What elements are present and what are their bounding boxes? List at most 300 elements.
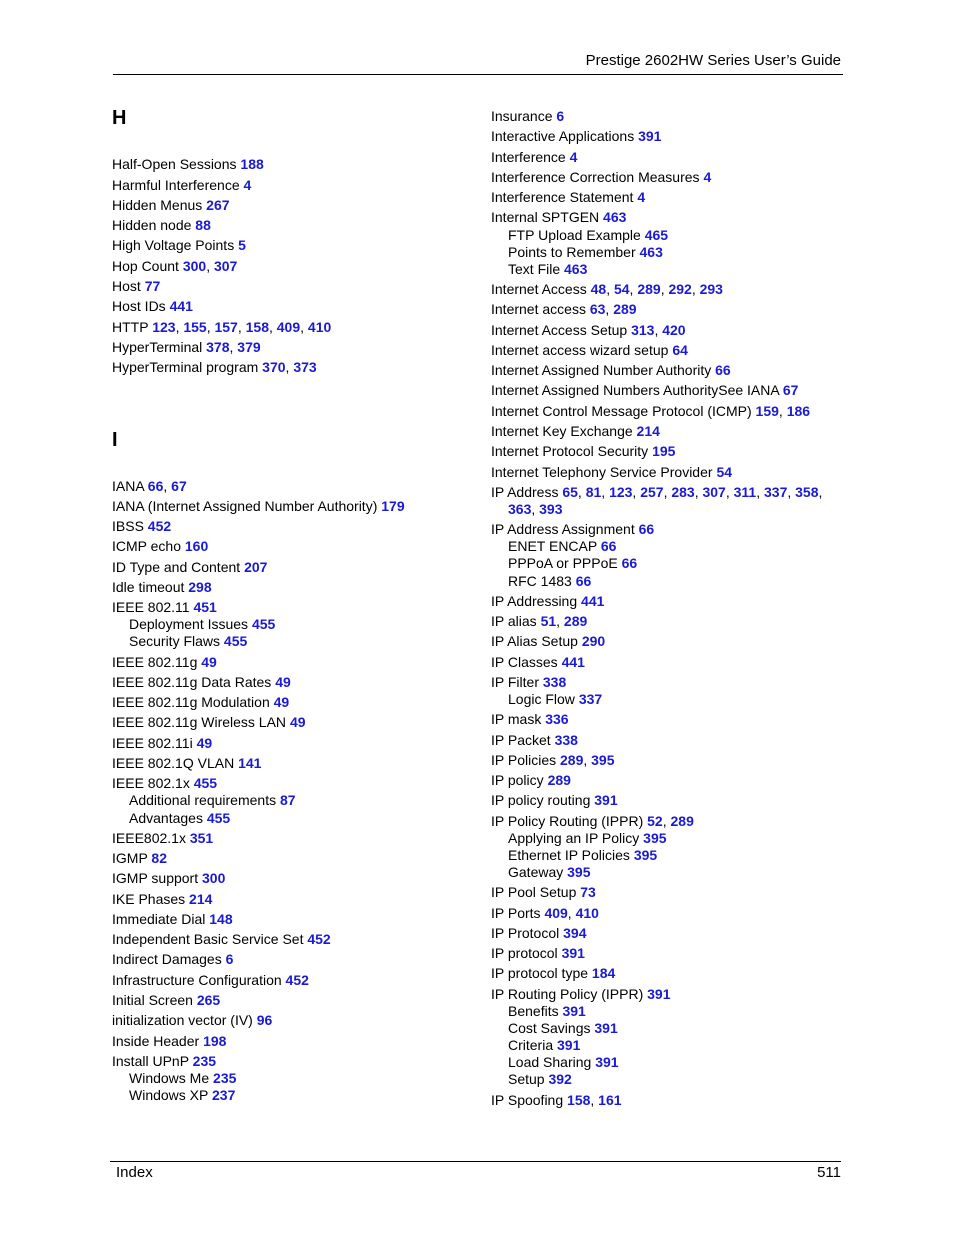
index-term: Cost Savings (508, 1020, 591, 1036)
index-term: Hidden node (112, 217, 192, 233)
index-term: Windows XP (129, 1087, 209, 1103)
page-link[interactable]: 370 (262, 359, 286, 375)
page-link[interactable]: 5 (238, 237, 246, 253)
index-term: RFC 1483 (508, 573, 572, 589)
index-term: IP Policies (491, 752, 557, 768)
index-entry-ip-mask (491, 711, 569, 728)
index-subentry-gateway (508, 864, 591, 881)
index-term: HTTP (112, 319, 149, 335)
index-entry-ip-protocol-type (491, 965, 615, 982)
page-link[interactable]: 391 (638, 128, 662, 144)
index-term: ICMP echo (112, 538, 181, 554)
index-entry-igmp (112, 850, 167, 867)
index-term: Immediate Dial (112, 911, 206, 927)
index-term: IP Routing Policy (IPPR) (491, 986, 644, 1002)
index-term: HyperTerminal (112, 339, 203, 355)
index-entry-ip-policy-routing-ippr: IP Policy Routing (IPPR) 52, 289 (491, 813, 694, 829)
page-link[interactable]: 441 (561, 654, 585, 670)
page-link[interactable]: 160 (184, 538, 209, 554)
index-entry-interference (491, 149, 577, 166)
index-term: Indirect Damages (112, 951, 222, 967)
index-term: Internet Protocol Security (491, 443, 649, 459)
index-entry-initial-screen (112, 992, 220, 1009)
index-subentry-setup (508, 1071, 572, 1088)
page-link[interactable]: 452 (307, 931, 331, 947)
index-term: IEEE 802.11i (112, 735, 193, 751)
page-link[interactable]: 186 (786, 403, 811, 419)
index-term: Internet access wizard setup (491, 342, 669, 358)
index-entry-hidden-menus (112, 197, 230, 214)
page-link[interactable]: 451 (193, 599, 217, 615)
page-link[interactable]: 292 (668, 281, 692, 297)
index-entry-inside-header (112, 1033, 226, 1050)
index-entry-ip-spoofing: IP Spoofing 158, 161 (491, 1092, 622, 1108)
index-term: IP policy routing (491, 792, 591, 808)
index-term: IEEE 802.11g (112, 654, 198, 670)
index-entry-ieee802-1x (112, 830, 213, 847)
index-term: Internet Telephony Service Provider (491, 464, 713, 480)
page-link[interactable]: 289 (637, 281, 661, 297)
index-subentry-windows-xp (129, 1087, 235, 1104)
index-term: ID Type and Content (112, 559, 241, 575)
page-link[interactable]: 257 (640, 484, 664, 500)
page-link[interactable]: 452 (147, 518, 172, 534)
index-term: Text File (508, 261, 561, 277)
index-term: IP Alias Setup (491, 633, 578, 649)
index-term: HyperTerminal program (112, 359, 259, 375)
page-link[interactable]: 82 (151, 850, 167, 866)
page-link[interactable]: 289 (670, 813, 694, 829)
index-entry-half-open-sessions (112, 156, 264, 173)
page-link[interactable]: 293 (699, 281, 723, 297)
index-term: ENET ENCAP (508, 538, 597, 554)
index-entry-igmp-support (112, 870, 225, 887)
index-entry-ieee-802-11g (112, 654, 217, 671)
index-entry-ieee-802-11i (112, 735, 212, 752)
index-subentry-cost-savings (508, 1020, 618, 1037)
index-term: Criteria (508, 1037, 554, 1053)
index-subentry-benefits (508, 1003, 586, 1020)
page-link[interactable]: 214 (636, 423, 660, 439)
index-entry-internet-assigned-numbers-authoritysee-iana (491, 382, 798, 399)
index-entry-harmful-interference (112, 177, 251, 194)
index-term: Internet access (491, 301, 586, 317)
index-term: IP Addressing (491, 593, 578, 609)
page-link[interactable]: 298 (188, 579, 212, 595)
page-link[interactable]: 158 (567, 1092, 591, 1108)
index-entry-ieee-802-11g-data-rates (112, 674, 291, 691)
footer-page-number: 511 (817, 1164, 841, 1181)
index-entry-id-type-and-content (112, 559, 267, 576)
index-term: IEEE 802.1Q VLAN (112, 755, 235, 771)
index-term: Hop Count (112, 258, 179, 274)
page-link[interactable]: 52 (647, 813, 663, 829)
index-term: Internet Access Setup (491, 322, 628, 338)
index-term: Points to Remember (508, 244, 636, 260)
index-term: Independent Basic Service Set (112, 931, 304, 947)
page-link[interactable]: 378 (206, 339, 230, 355)
page-link[interactable]: 6 (556, 108, 565, 124)
index-term: IKE Phases (112, 891, 186, 907)
index-term: Harmful Interference (112, 177, 240, 193)
page-link[interactable]: 391 (561, 945, 585, 961)
page-link[interactable]: 379 (237, 339, 261, 355)
page-link[interactable]: 141 (238, 755, 262, 771)
page-link[interactable]: 81 (585, 484, 602, 500)
page-link[interactable]: 87 (279, 792, 296, 808)
page-link[interactable]: 392 (548, 1071, 572, 1087)
index-entry-internet-access-wizard-setup (491, 342, 688, 359)
index-subentry-points-to-remember (508, 244, 663, 261)
page-link[interactable]: 391 (562, 1003, 586, 1019)
page-link[interactable]: 283 (671, 484, 695, 500)
page-link[interactable]: 351 (189, 830, 214, 846)
page-link[interactable]: 337 (764, 484, 788, 500)
index-term: Internet Control Message Protocol (ICMP) (491, 403, 752, 419)
index-entry-indirect-damages (112, 951, 233, 968)
index-entry-hyperterminal-program: HyperTerminal program 370, 373 (112, 359, 317, 375)
index-entry-ip-address: IP Address 65, 81, 123, 257, 283, 307, 311, 337, 358, (491, 484, 823, 500)
page-link[interactable]: 265 (196, 992, 221, 1008)
letter-heading-h: H (112, 107, 127, 129)
page-link[interactable]: 161 (598, 1092, 622, 1108)
index-term: Interference (491, 149, 566, 165)
index-term: Deployment Issues (129, 616, 249, 632)
index-entry-hidden-node (112, 217, 211, 234)
index-entry-ip-pool-setup (491, 884, 596, 901)
page-link[interactable]: 455 (223, 633, 248, 649)
page-link[interactable]: 214 (189, 891, 213, 907)
page-link[interactable]: 73 (580, 884, 596, 900)
index-entry-ip-protocol (491, 945, 585, 962)
page-link[interactable]: 51 (540, 613, 557, 629)
page-link[interactable]: 338 (542, 674, 567, 690)
page-link[interactable]: 235 (192, 1053, 217, 1069)
page-link[interactable]: 463 (564, 261, 588, 277)
page-link[interactable]: 158 (245, 319, 269, 335)
page-link[interactable]: 363 (508, 501, 532, 517)
page-link[interactable]: 441 (581, 593, 605, 609)
index-term: initialization vector (IV) (112, 1012, 253, 1028)
page-link[interactable]: 64 (672, 342, 688, 358)
page-link[interactable]: 463 (603, 209, 627, 225)
page-link[interactable]: 441 (169, 298, 193, 314)
index-entry-internet-access: Internet access 63, 289 (491, 301, 637, 317)
index-entry-interference-correction-measures (491, 169, 711, 186)
index-term: Gateway (508, 864, 564, 880)
index-term: Inside Header (112, 1033, 200, 1049)
index-term: Interference Correction Measures (491, 169, 700, 185)
page-link[interactable]: 336 (545, 711, 569, 727)
index-entry-ip-ports: IP Ports 409, 410 (491, 905, 599, 921)
index-term: IEEE802.1x (112, 830, 186, 846)
page-link[interactable]: 307 (702, 484, 726, 500)
index-term: Initial Screen (112, 992, 193, 1008)
index-entry-ip-packet (491, 732, 578, 749)
page-link[interactable]: 395 (643, 830, 667, 846)
page-link[interactable]: 49 (196, 735, 213, 751)
page-link[interactable]: 4 (703, 169, 712, 185)
index-entry-ibss (112, 518, 171, 535)
page-link[interactable]: 155 (183, 319, 207, 335)
index-term: IP mask (491, 711, 542, 727)
index-term: Install UPnP (112, 1053, 189, 1069)
index-entry-internet-access: Internet Access 48, 54, 289, 292, 293 (491, 281, 723, 297)
page-link[interactable]: 420 (662, 322, 686, 338)
index-entry-host (112, 278, 160, 295)
index-entry-ieee-802-11 (112, 599, 217, 616)
index-entry-high-voltage-points (112, 237, 246, 254)
page-link[interactable]: 63 (589, 301, 606, 317)
index-entry-internet-telephony-service-provider (491, 464, 732, 481)
page-link[interactable]: 465 (644, 227, 669, 243)
index-term: IEEE 802.11g Modulation (112, 694, 270, 710)
index-entry-independent-basic-service-set (112, 931, 331, 948)
page-link[interactable]: 410 (575, 905, 599, 921)
index-term: IBSS (112, 518, 144, 534)
index-subentry-ftp-upload-example (508, 227, 668, 244)
index-term: IP Address (491, 484, 559, 500)
page-link[interactable]: 67 (782, 382, 799, 398)
index-entry-internet-protocol-security (491, 443, 675, 460)
page-link[interactable]: 409 (544, 905, 568, 921)
index-entry-immediate-dial (112, 911, 233, 928)
page-link[interactable]: 455 (206, 810, 231, 826)
page-link[interactable]: 289 (547, 772, 571, 788)
index-term: High Voltage Points (112, 237, 235, 253)
page-link[interactable]: 290 (581, 633, 606, 649)
page-link[interactable]: 373 (293, 359, 317, 375)
page-link[interactable]: 289 (563, 613, 588, 629)
page-link[interactable]: 311 (733, 484, 757, 500)
page-link[interactable]: 391 (594, 1020, 618, 1036)
page-link[interactable]: 289 (613, 301, 637, 317)
index-term: Host (112, 278, 141, 294)
page-link[interactable]: 237 (212, 1087, 236, 1103)
index-entry-ip-alias-setup (491, 633, 605, 650)
index-term: IANA (112, 478, 144, 494)
page-link[interactable]: 300 (182, 258, 207, 274)
index-subentry-additional-requirements (129, 792, 296, 809)
index-entry-icmp-echo (112, 538, 208, 555)
index-subentry-continuation: 363, 393 (508, 501, 563, 517)
page-link[interactable]: 49 (273, 694, 290, 710)
page-link[interactable]: 198 (203, 1033, 227, 1049)
index-entry-iana: IANA 66, 67 (112, 478, 187, 494)
index-term: IP Protocol (491, 925, 560, 941)
page-link[interactable]: 188 (240, 156, 264, 172)
index-entry-ieee-802-11g-wireless-lan (112, 714, 306, 731)
index-subentry-load-sharing (508, 1054, 619, 1071)
index-subentry-enet-encap (508, 538, 616, 555)
index-term: Setup (508, 1071, 545, 1087)
index-term: IP Policy Routing (IPPR) (491, 813, 644, 829)
index-term: Insurance (491, 108, 553, 124)
page-link[interactable]: 6 (225, 951, 234, 967)
index-term: Windows Me (129, 1070, 210, 1086)
index-term: Hidden Menus (112, 197, 203, 213)
index-entry-hyperterminal: HyperTerminal 378, 379 (112, 339, 261, 355)
index-entry-ieee-802-11g-modulation (112, 694, 289, 711)
page-link[interactable]: 184 (591, 965, 616, 981)
index-term: IP Ports (491, 905, 541, 921)
index-term: IP Packet (491, 732, 551, 748)
index-entry-initialization-vector-iv (112, 1012, 272, 1029)
index-term: IEEE 802.11g Wireless LAN (112, 714, 287, 730)
index-term: Internal SPTGEN (491, 209, 600, 225)
index-entry-interference-statement (491, 189, 645, 206)
page-link[interactable]: 96 (256, 1012, 273, 1028)
index-subentry-applying-an-ip-policy (508, 830, 667, 847)
index-entry-insurance (491, 108, 564, 125)
page-link[interactable]: 179 (381, 498, 405, 514)
page-link[interactable]: 391 (557, 1037, 581, 1053)
index-entry-ip-policy (491, 772, 571, 789)
index-term: IGMP (112, 850, 148, 866)
page-link[interactable]: 395 (633, 847, 658, 863)
page-link[interactable]: 4 (637, 189, 646, 205)
index-entry-ieee-802-1x (112, 775, 217, 792)
page-link[interactable]: 455 (251, 616, 276, 632)
index-term: Security Flaws (129, 633, 221, 649)
index-subentry-deployment-issues (129, 616, 275, 633)
index-term: PPPoA or PPPoE (508, 555, 618, 571)
page-link[interactable]: 337 (578, 691, 603, 707)
page-link[interactable]: 391 (647, 986, 671, 1002)
page-link[interactable]: 289 (560, 752, 584, 768)
index-term: Advantages (129, 810, 203, 826)
index-term: IP Pool Setup (491, 884, 577, 900)
page-link[interactable]: 267 (206, 197, 230, 213)
page-link[interactable]: 307 (213, 258, 238, 274)
index-term: IP protocol (491, 945, 558, 961)
index-term: Half-Open Sessions (112, 156, 237, 172)
page-link[interactable]: 463 (639, 244, 663, 260)
index-term: FTP Upload Example (508, 227, 641, 243)
index-entry-idle-timeout (112, 579, 212, 596)
index-subentry-ethernet-ip-policies (508, 847, 657, 864)
page-link[interactable]: 338 (554, 732, 578, 748)
page-link[interactable]: 123 (152, 319, 176, 335)
index-entry-infrastructure-configuration (112, 972, 309, 989)
page-link[interactable]: 195 (652, 443, 676, 459)
page-link[interactable]: 300 (202, 870, 226, 886)
index-term: IP Classes (491, 654, 558, 670)
page-link[interactable]: 66 (715, 362, 731, 378)
page-link[interactable]: 207 (244, 559, 268, 575)
index-term: Internet Access (491, 281, 587, 297)
index-term: IANA (Internet Assigned Number Authority) (112, 498, 378, 514)
page-link[interactable]: 159 (755, 403, 779, 419)
page-link[interactable]: 49 (289, 714, 306, 730)
index-entry-ip-addressing (491, 593, 604, 610)
index-term: IP protocol type (491, 965, 589, 981)
page-link[interactable]: 66 (638, 521, 655, 537)
page-header (113, 51, 843, 75)
page-link[interactable]: 54 (613, 281, 630, 297)
page-link[interactable]: 66 (600, 538, 617, 554)
page-link[interactable]: 157 (214, 319, 238, 335)
index-entry-internal-sptgen (491, 209, 626, 226)
page-link[interactable]: 410 (307, 319, 332, 335)
index-subentry-windows-me (129, 1070, 236, 1087)
page-link[interactable]: 391 (595, 1054, 619, 1070)
index-entry-install-upnp (112, 1053, 216, 1070)
index-term: Internet Assigned Number Authority (491, 362, 712, 378)
page-link[interactable]: 395 (567, 864, 591, 880)
index-term: IP policy (491, 772, 544, 788)
index-entry-http: HTTP 123, 155, 157, 158, 409, 410 (112, 319, 332, 335)
page-link[interactable]: 409 (276, 319, 301, 335)
page-link[interactable]: 66 (575, 573, 592, 589)
page-link[interactable]: 391 (594, 792, 618, 808)
index-entry-ip-policies: IP Policies 289, 395 (491, 752, 615, 768)
letter-heading-i: I (112, 429, 118, 451)
page-link[interactable]: 148 (209, 911, 233, 927)
index-entry-ieee-802-1q-vlan (112, 755, 261, 772)
index-entry-ip-routing-policy-ippr (491, 986, 671, 1003)
footer-section-label: Index (116, 1164, 153, 1181)
page-link[interactable]: 66 (621, 555, 638, 571)
page-link[interactable]: 66 (147, 478, 164, 494)
page-link[interactable]: 313 (631, 322, 655, 338)
index-term: Benefits (508, 1003, 559, 1019)
index-term: IP Filter (491, 674, 539, 690)
index-subentry-pppoa-or-pppoe (508, 555, 637, 572)
page-link[interactable]: 393 (539, 501, 563, 517)
page-link[interactable]: 67 (171, 478, 187, 494)
page-link[interactable]: 54 (716, 464, 733, 480)
page-link[interactable]: 358 (795, 484, 819, 500)
index-term: Interactive Applications (491, 128, 635, 144)
page-link[interactable]: 4 (243, 177, 252, 193)
index-term: Idle timeout (112, 579, 185, 595)
index-entry-ip-protocol (491, 925, 586, 942)
index-term: Interference Statement (491, 189, 634, 205)
index-entry-ip-filter (491, 674, 566, 691)
index-term: Logic Flow (508, 691, 575, 707)
page-link[interactable]: 77 (144, 278, 161, 294)
index-subentry-logic-flow (508, 691, 602, 708)
page-link[interactable]: 123 (609, 484, 633, 500)
page-link[interactable]: 394 (563, 925, 587, 941)
index-entry-ike-phases (112, 891, 212, 908)
page-link[interactable]: 395 (591, 752, 615, 768)
index-term: IEEE 802.11 (112, 599, 190, 615)
page-link[interactable]: 88 (195, 217, 211, 233)
index-entry-internet-assigned-number-authority (491, 362, 731, 379)
page-link[interactable]: 48 (590, 281, 607, 297)
index-entry-hop-count: Hop Count 300, 307 (112, 258, 238, 274)
page-link[interactable]: 49 (275, 674, 291, 690)
page-link[interactable]: 49 (201, 654, 217, 670)
index-term: IP alias (491, 613, 537, 629)
index-term: Applying an IP Policy (508, 830, 640, 846)
index-entry-ip-address-assignment (491, 521, 654, 538)
index-subentry-advantages (129, 810, 230, 827)
index-term: IP Address Assignment (491, 521, 635, 537)
index-term: IEEE 802.11g Data Rates (112, 674, 272, 690)
index-entry-internet-access-setup: Internet Access Setup 313, 420 (491, 322, 686, 338)
page-link[interactable]: 235 (213, 1070, 237, 1086)
page-link[interactable]: 455 (193, 775, 218, 791)
index-term: Additional requirements (129, 792, 277, 808)
index-entry-host-ids (112, 298, 193, 315)
page-link[interactable]: 65 (562, 484, 578, 500)
page-link[interactable]: 452 (285, 972, 309, 988)
page-link[interactable]: 4 (569, 149, 578, 165)
index-entry-ip-policy-routing (491, 792, 618, 809)
